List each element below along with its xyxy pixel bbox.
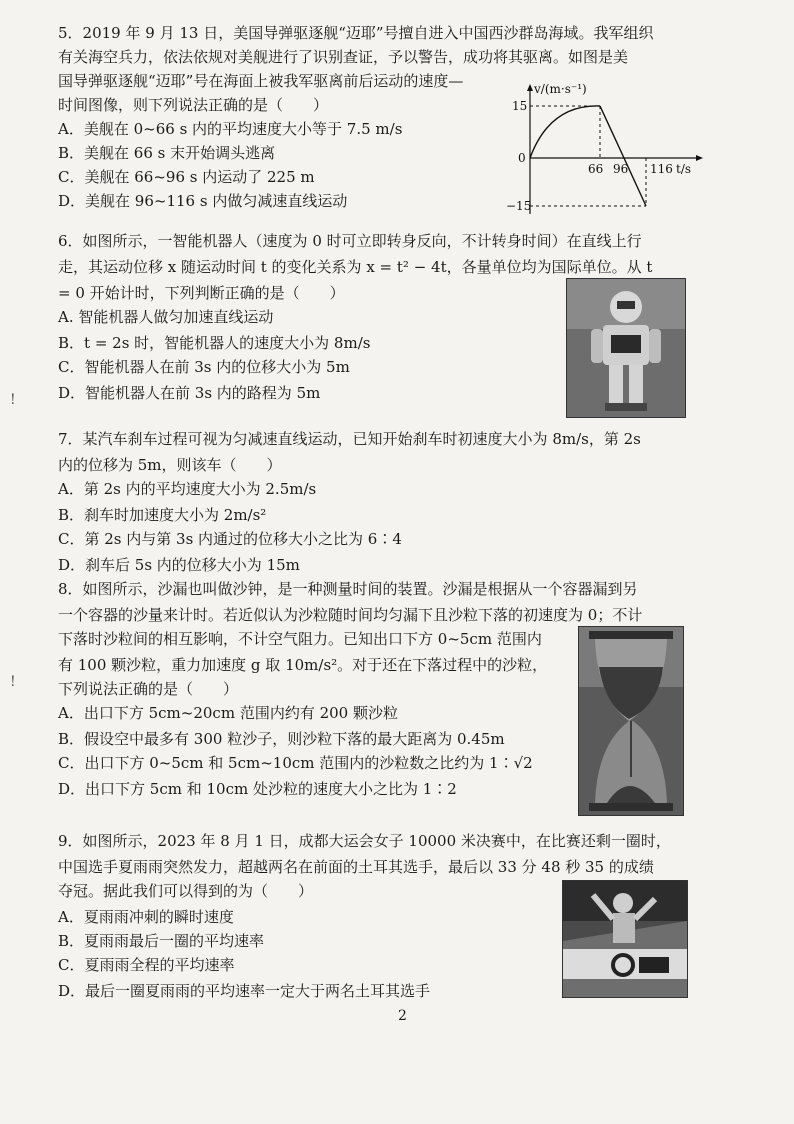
q8-option-b: B．假设空中最多有 300 粒沙子，则沙粒下落的最大距离为 0.45m (58, 730, 505, 748)
x-axis-arrow-icon (696, 155, 703, 161)
graph-xlabel: t/s (676, 162, 692, 176)
y-axis-arrow-icon (527, 84, 533, 91)
q8-option-a: A．出口下方 5cm~20cm 范围内约有 200 颗沙粒 (58, 704, 398, 722)
q5-option-d: D．美舰在 96~116 s 内做匀减速直线运动 (58, 192, 348, 210)
q8-line-2: 一个容器的沙量来计时。若近似认为沙粒随时间均匀漏下且沙粒下落的初速度为 0；不计 (58, 606, 643, 624)
q6-option-b: B．t = 2s 时，智能机器人的速度大小为 8m/s (58, 334, 371, 352)
q7-line-1: 7．某汽车刹车过程可视为匀减速直线运动，已知开始刹车时初速度大小为 8m/s，第 2s (58, 430, 641, 448)
q8-line-3: 下落时沙粒间的相互影响，不计空气阻力。已知出口下方 0~5cm 范围内 (58, 630, 542, 648)
q9-line-2: 中国选手夏雨雨突然发力，超越两名在前面的土耳其选手，最后以 33 分 48 秒 35 的成绩 (58, 858, 654, 876)
q6-line-1: 6．如图所示，一智能机器人（速度为 0 时可立即转身反向，不计转身时间）在直线上行 (58, 232, 642, 250)
q5-option-b: B．美舰在 66 s 末开始调头逃离 (58, 144, 276, 162)
graph-xtick-116: 116 (650, 162, 673, 176)
graph-origin: 0 (518, 151, 526, 165)
q7-option-c: C．第 2s 内与第 3s 内通过的位移大小之比为 6∶4 (58, 530, 402, 548)
q9-option-b: B．夏雨雨最后一圈的平均速率 (58, 932, 265, 950)
q9-option-d: D．最后一圈夏雨雨的平均速率一定大于两名土耳其选手 (58, 982, 431, 1000)
graph-ytick-15: 15 (512, 99, 528, 113)
q9-option-a: A．夏雨雨冲刺的瞬时速度 (58, 908, 234, 926)
q5-line-4: 时间图像，则下列说法正确的是（ ） (58, 96, 329, 114)
q6-option-c: C．智能机器人在前 3s 内的位移大小为 5m (58, 358, 350, 376)
graph-ylabel: v/(m·s⁻¹) (534, 82, 587, 96)
graph-ytick-neg15: −15 (506, 199, 532, 213)
graph-xtick-66: 66 (588, 162, 604, 176)
margin-mark-2: ! (10, 674, 16, 690)
robot-photo (566, 278, 686, 418)
margin-mark-1: ! (10, 392, 16, 408)
q5-option-a: A．美舰在 0~66 s 内的平均速度大小等于 7.5 m/s (58, 120, 403, 138)
q7-option-b: B．刹车时加速度大小为 2m/s² (58, 506, 267, 524)
q6-line-2: 走，其运动位移 x 随运动时间 t 的变化关系为 x = t² − 4t，各量单位均为国际单位。从 t (58, 258, 653, 276)
runner-photo (562, 880, 688, 998)
q8-option-d: D．出口下方 5cm 和 10cm 处沙粒的速度大小之比为 1∶2 (58, 780, 457, 798)
q8-option-c: C．出口下方 0~5cm 和 5cm~10cm 范围内的沙粒数之比约为 1∶√2 (58, 754, 533, 772)
q7-option-a: A．第 2s 内的平均速度大小为 2.5m/s (58, 480, 317, 498)
q8-line-5: 下列说法正确的是（ ） (58, 680, 239, 698)
q7-option-d: D．刹车后 5s 内的位移大小为 15m (58, 556, 300, 574)
page-number: 2 (398, 1008, 407, 1024)
q6-option-a: A. 智能机器人做匀加速直线运动 (58, 308, 274, 326)
hourglass-photo (578, 626, 684, 816)
velocity-curve-accelerating (530, 106, 600, 158)
q8-line-1: 8．如图所示，沙漏也叫做沙钟，是一种测量时间的装置。沙漏是根据从一个容器漏到另 (58, 580, 638, 598)
q6-option-d: D．智能机器人在前 3s 内的路程为 5m (58, 384, 321, 402)
q9-line-1: 9．如图所示，2023 年 8 月 1 日，成都大运会女子 10000 米决赛中，在比赛还剩一圈时， (58, 832, 671, 850)
q7-line-2: 内的位移为 5m，则该车（ ） (58, 456, 282, 474)
q8-line-4: 有 100 颗沙粒，重力加速度 g 取 10m/s²。对于还在下落过程中的沙粒， (58, 656, 548, 674)
q6-line-3: = 0 开始计时，下列判断正确的是（ ） (58, 284, 345, 302)
velocity-time-graph (504, 82, 704, 217)
q5-option-c: C．美舰在 66~96 s 内运动了 225 m (58, 168, 315, 186)
q9-option-c: C．夏雨雨全程的平均速率 (58, 956, 235, 974)
q5-line-1: 5．2019 年 9 月 13 日，美国导弹驱逐舰“迈耶”号擅自进入中国西沙群岛海域。我军组织 (58, 24, 654, 42)
q5-line-3: 国导弹驱逐舰“迈耶”号在海面上被我军驱离前后运动的速度— (58, 72, 464, 90)
velocity-line-decelerating (600, 106, 624, 158)
graph-xtick-96: 96 (613, 162, 629, 176)
q9-line-3: 夺冠。据此我们可以得到的为（ ） (58, 882, 314, 900)
q5-line-2: 有关海空兵力，依法依规对美舰进行了识别查证，予以警告，成功将其驱离。如图是美 (58, 48, 629, 66)
